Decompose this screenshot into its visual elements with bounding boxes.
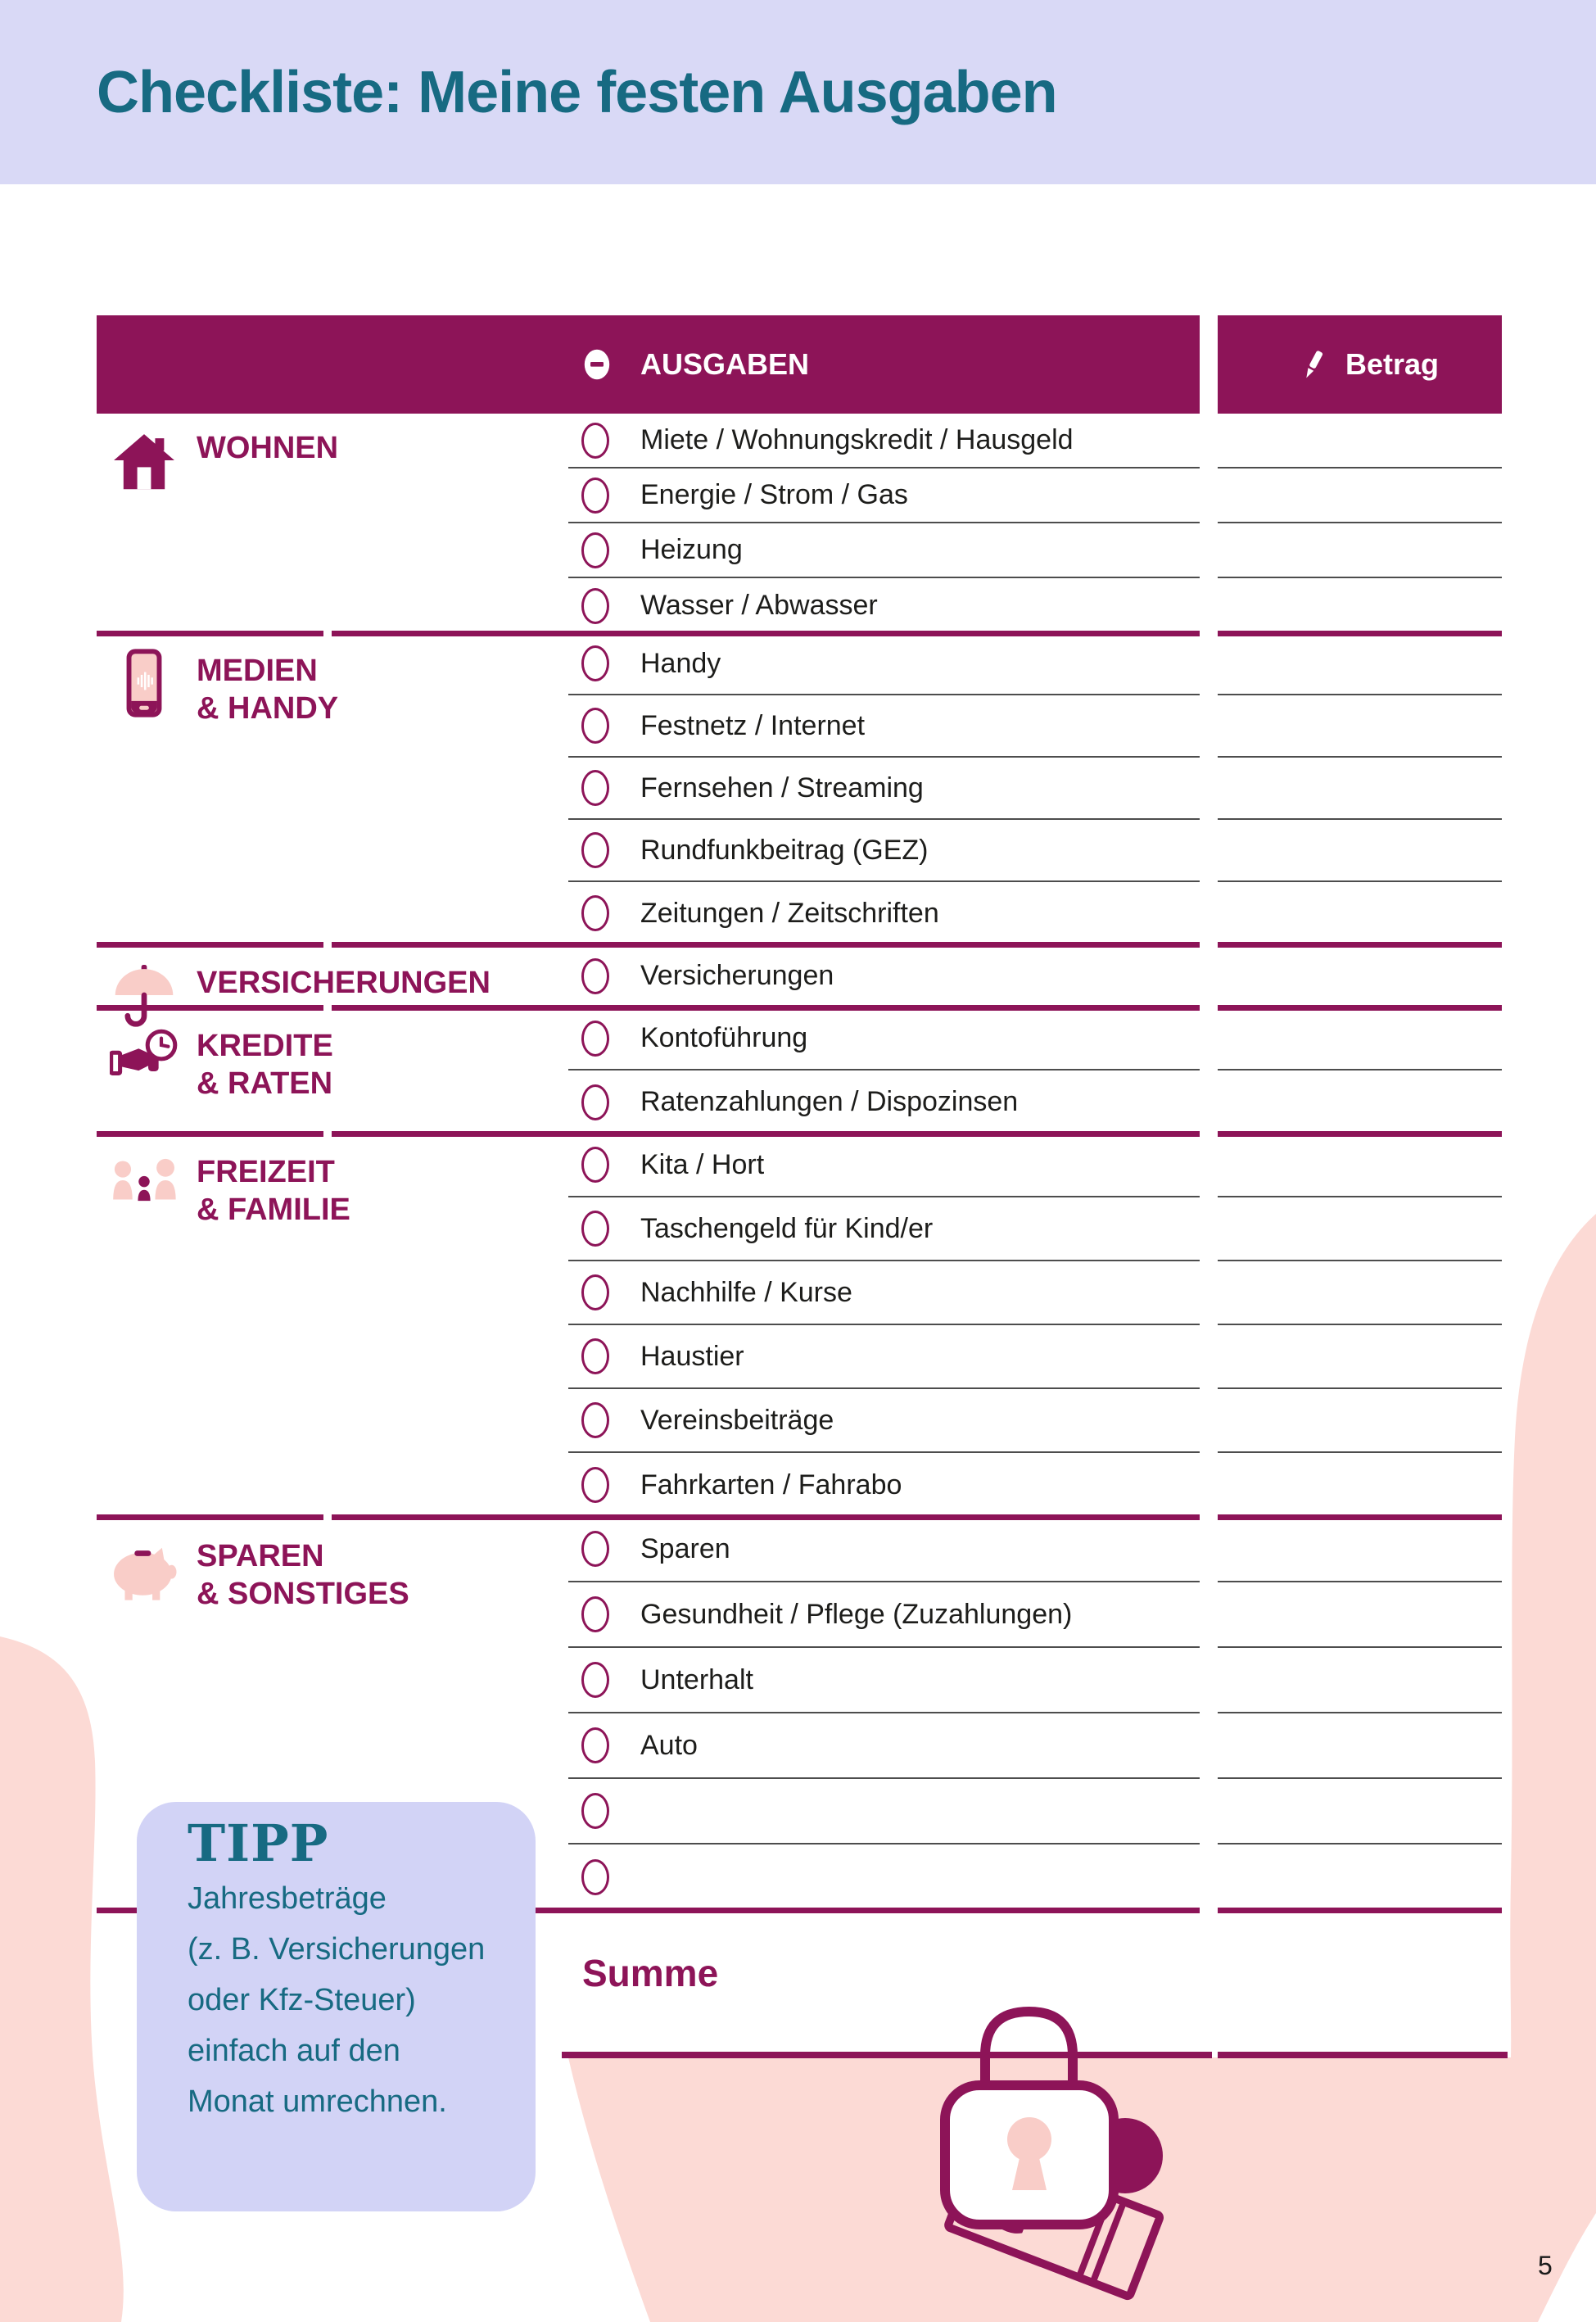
expense-item-label: Rundfunkbeitrag (GEZ) <box>640 834 929 866</box>
checkbox-circle[interactable] <box>581 1274 609 1310</box>
expense-cell <box>568 1261 1200 1325</box>
table-row <box>568 468 1502 523</box>
table-row <box>568 1134 1502 1197</box>
category-label-versicherungen <box>97 944 568 1007</box>
checkbox-circle[interactable] <box>581 645 609 681</box>
expense-cell <box>568 944 1200 1007</box>
checkbox-circle[interactable] <box>581 588 609 624</box>
amount-header-label: Betrag <box>1345 347 1440 381</box>
expense-cell <box>568 523 1200 578</box>
table-row <box>568 820 1502 882</box>
amount-field[interactable] <box>1218 633 1502 695</box>
category-label-medien-handy <box>97 633 568 944</box>
tip-text-line: oder Kfz-Steuer) <box>188 1983 416 2017</box>
category-label-kredite-raten <box>97 1007 568 1134</box>
amount-field[interactable] <box>1218 1197 1502 1261</box>
tip-heading: TIPP <box>188 1813 329 1873</box>
expense-item-label: Nachhilfe / Kurse <box>640 1276 852 1308</box>
checkbox-circle[interactable] <box>581 1402 609 1438</box>
amount-field[interactable] <box>1218 1070 1502 1134</box>
minus-circle-icon <box>581 345 613 384</box>
table-row <box>568 1779 1502 1844</box>
amount-field[interactable] <box>1218 523 1502 578</box>
category-label-wohnen <box>97 414 568 633</box>
lock-euro-illustration <box>901 1933 1408 2322</box>
expense-cell <box>568 820 1200 882</box>
category-rows <box>568 1517 1502 1910</box>
expense-cell <box>568 695 1200 758</box>
amount-field[interactable] <box>1218 1325 1502 1389</box>
expense-cell <box>568 758 1200 820</box>
expense-cell <box>568 633 1200 695</box>
expense-item-label: Wasser / Abwasser <box>640 590 878 621</box>
table-row <box>568 1197 1502 1261</box>
table-row <box>568 1453 1502 1517</box>
amount-field[interactable] <box>1218 944 1502 1007</box>
checkbox-circle[interactable] <box>581 532 609 568</box>
table-row <box>568 758 1502 820</box>
table-row <box>568 1261 1502 1325</box>
expense-cell <box>568 1389 1200 1453</box>
amount-field[interactable] <box>1218 758 1502 820</box>
checkbox-circle[interactable] <box>581 832 609 868</box>
expense-cell <box>568 1648 1200 1713</box>
category-divider <box>97 1131 1502 1137</box>
expense-item-label: Sparen <box>640 1532 730 1564</box>
house-icon <box>110 426 179 495</box>
tip-text <box>188 1873 503 2127</box>
expense-cell <box>568 578 1200 633</box>
category-block-kredite-raten <box>97 1007 1502 1134</box>
amount-field[interactable] <box>1218 1779 1502 1844</box>
amount-field[interactable] <box>1218 1389 1502 1453</box>
checkbox-circle[interactable] <box>581 1467 609 1503</box>
page-number: 5 <box>1538 2251 1553 2280</box>
expense-item-label: Fahrkarten / Fahrabo <box>640 1469 902 1500</box>
table-row <box>568 695 1502 758</box>
table-row <box>568 1070 1502 1134</box>
amount-field[interactable] <box>1218 695 1502 758</box>
expense-cell <box>568 414 1200 468</box>
amount-field[interactable] <box>1218 820 1502 882</box>
table-row <box>568 1325 1502 1389</box>
expense-cell <box>568 1134 1200 1197</box>
amount-field[interactable] <box>1218 1648 1502 1713</box>
category-label-text: SPAREN & SONSTIGES <box>197 1539 409 1611</box>
expense-item-label: Heizung <box>640 534 743 565</box>
category-block-wohnen <box>97 414 1502 633</box>
table-row <box>568 1389 1502 1453</box>
table-row <box>568 578 1502 633</box>
tip-text-line: Monat umrechnen. <box>188 2084 447 2119</box>
expense-item-label: Gesundheit / Pflege (Zuzahlungen) <box>640 1598 1073 1630</box>
category-block-freizeit-familie <box>97 1134 1502 1517</box>
amount-field[interactable] <box>1218 414 1502 468</box>
category-label-text: KREDITE & RATEN <box>197 1028 333 1101</box>
expenses-table <box>97 315 1502 1910</box>
checkbox-circle[interactable] <box>581 1662 609 1698</box>
tip-text-line: (z. B. Versicherungen <box>188 1932 486 1967</box>
checkbox-circle[interactable] <box>581 708 609 744</box>
piggy-bank-icon <box>110 1534 179 1603</box>
expense-item-label: Ratenzahlungen / Dispozinsen <box>640 1086 1019 1117</box>
checkbox-circle[interactable] <box>581 1084 609 1120</box>
expense-cell <box>568 1453 1200 1517</box>
expense-item-label: Fernsehen / Streaming <box>640 772 924 803</box>
amount-field[interactable] <box>1218 1134 1502 1197</box>
expense-cell <box>568 1517 1200 1582</box>
expense-cell <box>568 1779 1200 1844</box>
expense-item-label: Versicherungen <box>640 960 834 991</box>
checkbox-circle[interactable] <box>581 423 609 459</box>
title-banner <box>0 0 1596 184</box>
category-label-text: VERSICHERUNGEN <box>197 965 491 1000</box>
amount-field[interactable] <box>1218 1261 1502 1325</box>
table-row <box>568 414 1502 468</box>
page-title: Checkliste: Meine festen Ausgaben <box>97 59 1057 125</box>
checkbox-circle[interactable] <box>581 1596 609 1632</box>
expense-item-label: Kontoführung <box>640 1022 808 1053</box>
checkbox-circle[interactable] <box>581 1859 609 1895</box>
table-row <box>568 882 1502 944</box>
table-row <box>568 1582 1502 1648</box>
table-header <box>97 315 1502 414</box>
category-divider <box>97 1005 1502 1011</box>
table-row <box>568 523 1502 578</box>
expenses-header-cell <box>97 315 1200 414</box>
expense-cell <box>568 1007 1200 1070</box>
checkbox-circle[interactable] <box>581 478 609 514</box>
amount-field[interactable] <box>1218 1007 1502 1070</box>
expense-cell <box>568 1844 1200 1910</box>
amount-field[interactable] <box>1218 468 1502 523</box>
table-row <box>568 1648 1502 1713</box>
category-label-text: WOHNEN <box>197 430 339 465</box>
checkbox-circle[interactable] <box>581 1727 609 1763</box>
expense-item-label: Energie / Strom / Gas <box>640 479 908 510</box>
expense-item-label: Auto <box>640 1729 698 1761</box>
expense-cell <box>568 1070 1200 1134</box>
table-body <box>97 414 1502 1910</box>
expense-item-label: Kita / Hort <box>640 1148 765 1180</box>
expenses-header-label: AUSGABEN <box>640 347 810 381</box>
category-block-medien-handy <box>97 633 1502 944</box>
category-rows <box>568 633 1502 944</box>
category-rows <box>568 1134 1502 1517</box>
category-label-text: FREIZEIT & FAMILIE <box>197 1155 350 1227</box>
tip-box <box>137 1802 536 2211</box>
category-divider <box>97 631 1502 636</box>
expense-cell <box>568 468 1200 523</box>
checkbox-circle[interactable] <box>581 958 609 994</box>
amount-field[interactable] <box>1218 1582 1502 1648</box>
category-block-versicherungen <box>97 944 1502 1007</box>
expense-item-label: Taschengeld für Kind/er <box>640 1212 934 1244</box>
tip-text-line: Jahresbeträge <box>188 1881 387 1916</box>
table-row <box>568 1007 1502 1070</box>
tip-text-line: einfach auf den <box>188 2034 400 2068</box>
expense-item-label: Festnetz / Internet <box>640 709 866 741</box>
category-label-text: MEDIEN & HANDY <box>197 654 339 726</box>
category-divider <box>97 1514 1502 1520</box>
checkbox-circle[interactable] <box>581 1211 609 1247</box>
expense-item-label: Vereinsbeiträge <box>640 1404 834 1436</box>
checkbox-circle[interactable] <box>581 1793 609 1829</box>
sum-label: Summe <box>582 1952 719 1994</box>
expense-item-label: Unterhalt <box>640 1663 753 1695</box>
category-rows <box>568 1007 1502 1134</box>
checkbox-circle[interactable] <box>581 1147 609 1183</box>
expense-cell <box>568 1713 1200 1779</box>
table-row <box>568 633 1502 695</box>
expense-cell <box>568 882 1200 944</box>
amount-field[interactable] <box>1218 1844 1502 1910</box>
table-row <box>568 1844 1502 1910</box>
amount-header-cell <box>1218 315 1502 414</box>
category-label-freizeit-familie <box>97 1134 568 1517</box>
category-rows <box>568 414 1502 633</box>
pen-icon <box>1296 343 1331 386</box>
expense-cell <box>568 1582 1200 1648</box>
table-row <box>568 1517 1502 1582</box>
category-divider <box>97 942 1502 948</box>
checkbox-circle[interactable] <box>581 1338 609 1374</box>
amount-field[interactable] <box>1218 1453 1502 1517</box>
category-rows <box>568 944 1502 1007</box>
table-row <box>568 944 1502 1007</box>
checkbox-circle[interactable] <box>581 895 609 931</box>
amount-field[interactable] <box>1218 578 1502 633</box>
checkbox-circle[interactable] <box>581 1531 609 1567</box>
amount-field[interactable] <box>1218 882 1502 944</box>
amount-field[interactable] <box>1218 1517 1502 1582</box>
table-row <box>568 1713 1502 1779</box>
handshake-clock-icon <box>110 1024 179 1093</box>
expense-item-label: Haustier <box>640 1340 744 1372</box>
family-icon <box>110 1150 179 1219</box>
checkbox-circle[interactable] <box>581 770 609 806</box>
checkbox-circle[interactable] <box>581 1021 609 1057</box>
expense-item-label: Miete / Wohnungskredit / Hausgeld <box>640 424 1074 455</box>
expense-item-label: Handy <box>640 647 721 679</box>
expense-item-label: Zeitungen / Zeitschriften <box>640 897 939 929</box>
amount-field[interactable] <box>1218 1713 1502 1779</box>
expense-cell <box>568 1197 1200 1261</box>
expense-cell <box>568 1325 1200 1389</box>
smartphone-icon <box>110 649 179 717</box>
